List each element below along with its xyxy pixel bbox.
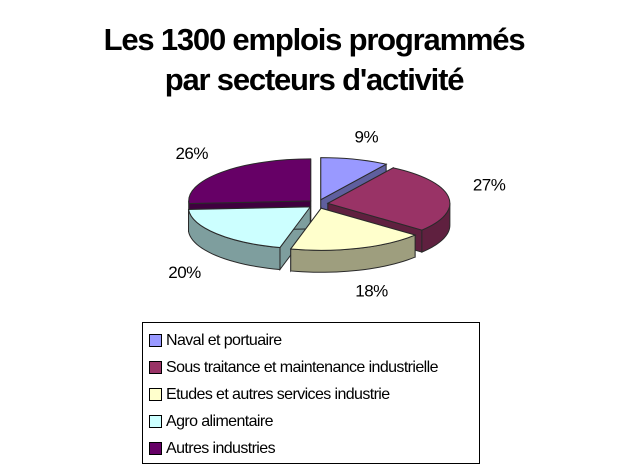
- legend-item-sous-traitance: [149, 354, 479, 381]
- legend-label: Naval et portuaire: [166, 331, 282, 349]
- legend-item-etudes: [149, 381, 479, 408]
- legend-swatch: [149, 388, 162, 401]
- chart-title-line-1: Les 1300 emplois programmés: [103, 22, 525, 57]
- legend-item-autres: [149, 435, 479, 462]
- pie-label-sous-traitance: 27%: [472, 175, 506, 195]
- chart-title-line-2: par secteurs d'activité: [164, 62, 464, 97]
- legend-label: Autres industries: [166, 439, 275, 457]
- legend-label: Etudes et autres services industrie: [166, 385, 390, 403]
- pie-label-autres: 26%: [175, 144, 208, 164]
- pie-slice-top: [189, 159, 311, 204]
- legend-label: Sous traitance et maintenance industrielle: [166, 358, 438, 376]
- pie-label-agro: 20%: [168, 263, 201, 283]
- legend-swatch: [149, 415, 162, 428]
- chart-legend: [142, 322, 480, 464]
- pie-label-naval: 9%: [354, 127, 379, 147]
- legend-item-naval: [149, 327, 479, 354]
- pie-label-etudes: 18%: [355, 281, 388, 301]
- legend-label: Agro alimentaire: [166, 412, 273, 430]
- legend-swatch: [149, 442, 162, 455]
- legend-swatch: [149, 334, 162, 347]
- legend-swatch: [149, 361, 162, 374]
- legend-item-agro: [149, 408, 479, 435]
